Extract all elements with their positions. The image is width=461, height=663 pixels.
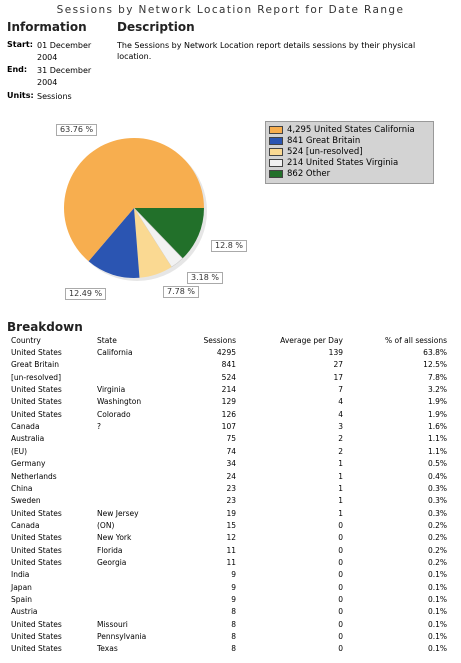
cell-state: New Jersey [97, 508, 139, 518]
cell-state: (ON) [97, 520, 115, 530]
column-header-country: Country [11, 336, 41, 345]
cell-country: United States [11, 409, 62, 419]
cell-percent: 0.1% [427, 595, 447, 604]
cell-state: Florida [97, 545, 123, 555]
units-label: Units: [7, 91, 34, 100]
cell-country: [un-resolved] [11, 372, 61, 382]
cell-percent: 0.1% [427, 632, 447, 642]
legend-swatch [269, 170, 283, 178]
cell-sessions: 12 [226, 533, 236, 543]
cell-sessions: 841 [221, 360, 236, 370]
cell-sessions: 74 [226, 446, 236, 456]
legend-label: 841 Great Britain [287, 136, 361, 146]
cell-sessions: 75 [226, 434, 236, 444]
cell-sessions: 129 [221, 397, 236, 407]
cell-percent: 0.1% [427, 607, 447, 617]
cell-percent: 12.5% [423, 360, 447, 370]
table-row [0, 458, 461, 470]
cell-country: (EU) [11, 446, 28, 456]
cell-sessions: 15 [226, 520, 236, 530]
cell-country: United States [11, 619, 62, 629]
table-row [0, 520, 461, 532]
cell-average-per-day: 0 [338, 619, 343, 629]
cell-country: Great Britain [11, 360, 59, 370]
cell-sessions: 23 [226, 483, 236, 493]
table-row [0, 594, 461, 606]
cell-percent: 0.1% [427, 582, 447, 592]
cell-country: China [11, 483, 33, 493]
cell-percent: 0.3% [427, 496, 447, 506]
start-value: 01 December 2004 [37, 41, 92, 62]
cell-country: Austria [11, 607, 38, 617]
cell-country: United States [11, 385, 62, 395]
column-header-state: State [97, 336, 117, 345]
cell-percent: 0.5% [427, 459, 447, 469]
cell-percent: 1.1% [427, 434, 447, 444]
end-value: 31 December 2004 [37, 66, 92, 87]
cell-average-per-day: 17 [333, 372, 343, 382]
table-row [0, 643, 461, 655]
cell-country: Canada [11, 520, 40, 530]
cell-percent: 1.1% [427, 446, 447, 456]
column-header-average-per-day: Average per Day [280, 336, 343, 345]
cell-average-per-day: 0 [338, 607, 343, 617]
cell-average-per-day: 1 [338, 508, 343, 518]
cell-sessions: 8 [231, 632, 236, 642]
cell-percent: 63.8% [423, 348, 447, 357]
legend-label: 4,295 United States California [287, 125, 415, 135]
cell-state: Texas [97, 644, 118, 654]
pie-label-virginia: 3.18 % [187, 272, 223, 284]
legend-swatch [269, 148, 283, 156]
cell-average-per-day: 2 [338, 446, 343, 456]
legend-label: 214 United States Virginia [287, 158, 399, 168]
report-title: Sessions by Network Location Report for Date Range [56, 4, 405, 16]
pie-label-other: 12.8 % [211, 240, 247, 252]
table-row [0, 619, 461, 631]
table-row [0, 446, 461, 458]
pie-label-unresolved: 7.78 % [163, 286, 199, 298]
cell-average-per-day: 0 [338, 533, 343, 543]
cell-sessions: 24 [226, 471, 236, 481]
table-row [0, 372, 461, 384]
cell-average-per-day: 0 [338, 557, 343, 567]
table-row [0, 471, 461, 483]
cell-sessions: 126 [221, 409, 236, 419]
breakdown-heading: Breakdown [7, 320, 83, 334]
legend-swatch [269, 126, 283, 134]
cell-average-per-day: 2 [338, 434, 343, 444]
legend-swatch [269, 159, 283, 167]
table-row [0, 582, 461, 594]
cell-state: California [97, 348, 133, 357]
table-row [0, 495, 461, 507]
cell-state: Pennsylvania [97, 632, 147, 642]
description-text: The Sessions by Network Location report details sessions by their physical location. [117, 41, 416, 61]
cell-state: Georgia [97, 557, 127, 567]
cell-sessions: 524 [221, 372, 236, 382]
pie-label-california: 63.76 % [56, 124, 97, 136]
legend-label: 524 [un-resolved] [287, 147, 363, 157]
cell-percent: 0.1% [427, 644, 447, 654]
cell-percent: 0.2% [427, 533, 447, 543]
table-row [0, 421, 461, 433]
cell-average-per-day: 1 [338, 471, 343, 481]
information-heading: Information [7, 20, 87, 34]
cell-country: United States [11, 644, 62, 654]
pie-label-great-britain: 12.49 % [65, 288, 106, 300]
units-value: Sessions [37, 92, 72, 101]
description-heading: Description [117, 20, 195, 34]
table-row [0, 359, 461, 371]
cell-percent: 1.6% [427, 422, 447, 432]
cell-percent: 0.1% [427, 619, 447, 629]
cell-sessions: 23 [226, 496, 236, 506]
cell-sessions: 8 [231, 644, 236, 654]
cell-sessions: 214 [221, 385, 236, 395]
table-row [0, 532, 461, 544]
table-row [0, 508, 461, 520]
cell-sessions: 11 [226, 557, 236, 567]
cell-country: India [11, 570, 30, 580]
cell-country: United States [11, 632, 62, 642]
cell-average-per-day: 0 [338, 595, 343, 604]
cell-average-per-day: 7 [338, 385, 343, 395]
end-label: End: [7, 65, 28, 74]
legend-label: 862 Other [287, 169, 331, 179]
cell-average-per-day: 0 [338, 644, 343, 654]
cell-percent: 3.2% [427, 385, 447, 395]
cell-sessions: 8 [231, 619, 236, 629]
cell-sessions: 107 [221, 422, 236, 432]
cell-average-per-day: 3 [338, 422, 343, 432]
cell-state: Washington [97, 397, 142, 407]
cell-country: Australia [11, 434, 45, 444]
cell-state: ? [97, 422, 101, 432]
cell-percent: 0.2% [427, 557, 447, 567]
cell-average-per-day: 27 [333, 360, 343, 370]
cell-percent: 0.4% [427, 471, 447, 481]
cell-country: United States [11, 557, 62, 567]
table-row [0, 631, 461, 643]
table-row [0, 409, 461, 421]
cell-country: Netherlands [11, 471, 57, 481]
cell-average-per-day: 0 [338, 545, 343, 555]
table-row [0, 433, 461, 445]
cell-sessions: 9 [231, 582, 236, 592]
cell-country: United States [11, 533, 62, 543]
column-header-percent: % of all sessions [385, 336, 447, 345]
cell-sessions: 9 [231, 570, 236, 580]
cell-sessions: 11 [226, 545, 236, 555]
cell-state: Virginia [97, 385, 126, 395]
table-row [0, 545, 461, 557]
table-row [0, 557, 461, 569]
start-label: Start: [7, 40, 33, 49]
cell-percent: 7.8% [427, 372, 447, 382]
cell-country: United States [11, 397, 62, 407]
table-row [0, 569, 461, 581]
cell-average-per-day: 139 [328, 348, 343, 357]
cell-sessions: 34 [226, 459, 236, 469]
cell-average-per-day: 1 [338, 483, 343, 493]
cell-country: Spain [11, 595, 32, 604]
chart-legend [265, 121, 434, 184]
cell-percent: 0.2% [427, 520, 447, 530]
cell-sessions: 19 [226, 508, 236, 518]
cell-percent: 0.1% [427, 570, 447, 580]
column-header-sessions: Sessions [203, 336, 236, 345]
cell-state: Colorado [97, 409, 131, 419]
cell-percent: 0.3% [427, 508, 447, 518]
cell-percent: 1.9% [427, 397, 447, 407]
table-row [0, 483, 461, 495]
cell-country: Sweden [11, 496, 41, 506]
cell-percent: 1.9% [427, 409, 447, 419]
cell-percent: 0.2% [427, 545, 447, 555]
cell-average-per-day: 0 [338, 520, 343, 530]
table-row [0, 384, 461, 396]
legend-swatch [269, 137, 283, 145]
cell-average-per-day: 1 [338, 459, 343, 469]
cell-average-per-day: 0 [338, 582, 343, 592]
cell-country: United States [11, 508, 62, 518]
cell-state: New York [97, 533, 132, 543]
cell-country: Japan [11, 582, 32, 592]
cell-average-per-day: 0 [338, 570, 343, 580]
cell-average-per-day: 0 [338, 632, 343, 642]
cell-percent: 0.3% [427, 483, 447, 493]
cell-country: United States [11, 545, 62, 555]
cell-sessions: 8 [231, 607, 236, 617]
cell-average-per-day: 4 [338, 409, 343, 419]
table-row [0, 396, 461, 408]
table-row [0, 347, 461, 359]
cell-state: Missouri [97, 619, 128, 629]
cell-country: Germany [11, 459, 46, 469]
cell-sessions: 9 [231, 595, 236, 604]
table-row [0, 606, 461, 618]
cell-average-per-day: 4 [338, 397, 343, 407]
cell-average-per-day: 1 [338, 496, 343, 506]
cell-sessions: 4295 [216, 348, 236, 357]
cell-country: United States [11, 348, 62, 357]
cell-country: Canada [11, 422, 40, 432]
